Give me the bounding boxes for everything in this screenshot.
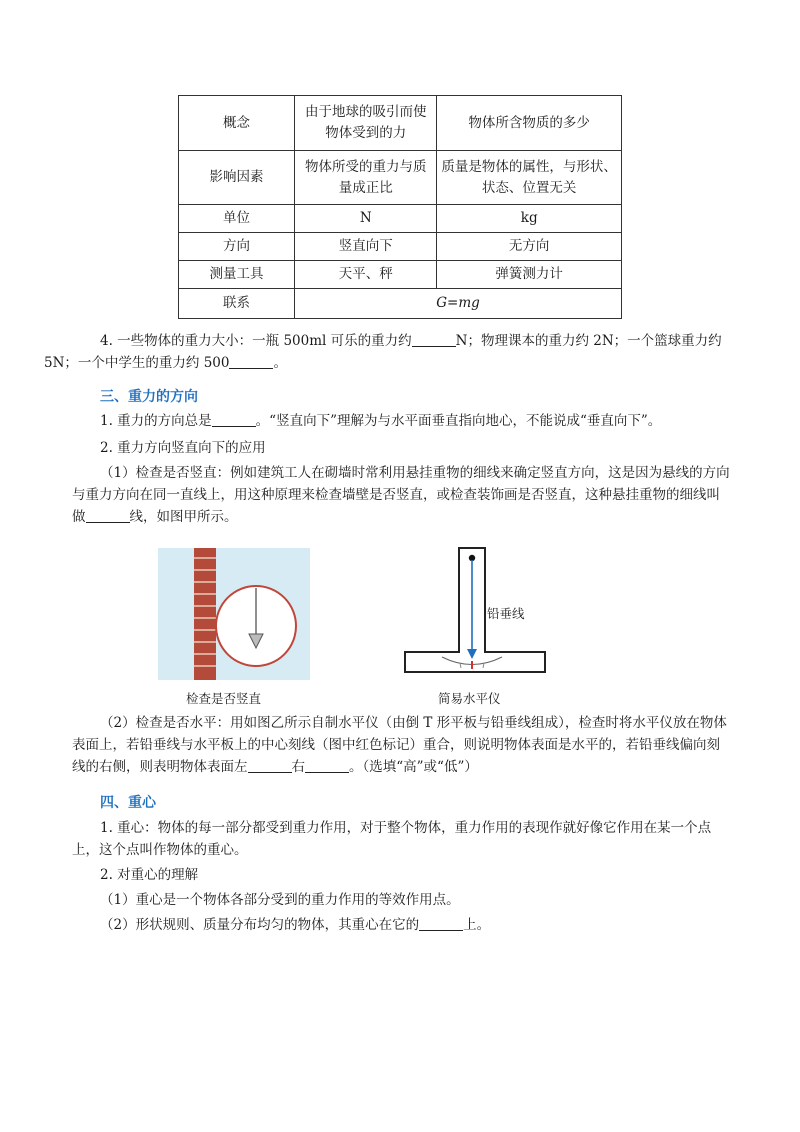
answer-blank: [212, 412, 256, 427]
answer-blank: [86, 508, 130, 523]
text: （1）检查是否竖直：例如建筑工人在砌墙时常利用悬挂重物的细线来确定竖直方向，这是因为悬线的方向与重力方向在同一直线上，用这种原理来检查墙壁是否竖直，或检查装饰画是否竖直，这种悬挂重物的细线叫做: [72, 465, 730, 525]
row-label: 影响因素: [179, 151, 295, 205]
paragraph: （1）重心是一个物体各部分受到的重力作用的等效作用点。: [100, 892, 460, 908]
text: 线，如图甲所示。: [129, 509, 238, 525]
text: （2）检查是否水平：用如图乙所示自制水平仪（由倒 T 形平板与铅垂线组成），检查时将水平仪放在物体表面上，若铅垂线与水平板上的中心刻线（图中红色标记）重合，则说明物体表面是水平的，若铅垂线偏向刻线的右侧，则表明物体表面左: [72, 715, 727, 775]
answer-blank: [305, 758, 349, 773]
mass-cell: 物体所含物质的多少: [437, 96, 622, 151]
paragraph: 2. 重力方向竖直向下的应用: [100, 440, 266, 456]
mass-cell: 弹簧测力计: [437, 261, 622, 289]
item-4-paragraph: [44, 330, 732, 374]
text: 4. 一些物体的重力大小：一瓶 500ml 可乐的重力约: [100, 333, 412, 349]
row-label: 测量工具: [179, 261, 295, 289]
plumb-check-illustration: [158, 548, 310, 680]
gravity-cell: 物体所受的重力与质量成正比: [295, 151, 437, 205]
paragraph: [72, 712, 732, 778]
paragraph: [72, 914, 732, 936]
answer-blank: [229, 354, 273, 369]
mass-cell: 无方向: [437, 233, 622, 261]
text: 。“竖直向下”理解为与水平面垂直指向地心，不能说成“垂直向下”。: [255, 413, 662, 429]
gravity-cell: 由于地球的吸引而使物体受到的力: [295, 96, 437, 151]
answer-blank: [248, 758, 292, 773]
paragraph: [72, 410, 732, 432]
level-instrument-diagram: [400, 545, 550, 681]
answer-blank: [412, 332, 456, 347]
figure-caption: 检查是否竖直: [186, 691, 262, 706]
table-row: [179, 289, 622, 319]
row-label: 联系: [179, 289, 295, 319]
row-label: 概念: [179, 96, 295, 151]
text: （2）形状规则、质量分布均匀的物体，其重心在它的: [100, 917, 420, 933]
mass-cell: kg: [437, 205, 622, 233]
text: 1. 重力的方向总是: [100, 413, 212, 429]
section-heading: 三、重力的方向: [100, 389, 198, 405]
text: 5N；一个中学生的重力约 500: [44, 355, 230, 371]
table-row: [179, 151, 622, 205]
formula-cell: G=mg: [295, 289, 622, 319]
figure-caption: 简易水平仪: [438, 691, 501, 706]
table-row: [179, 261, 622, 289]
text: 右: [291, 759, 305, 775]
text: 上。: [463, 917, 491, 933]
gravity-cell: 竖直向下: [295, 233, 437, 261]
paragraph: 1. 重心：物体的每一部分都受到重力作用，对于整个物体，重力作用的表现作就好像它作用在某一个点上，这个点叫作物体的重心。: [72, 820, 712, 858]
paragraph: [72, 462, 732, 528]
text: 。: [273, 355, 287, 371]
paragraph: 2. 对重心的理解: [100, 867, 199, 883]
table-row: [179, 233, 622, 261]
gravity-cell: 天平、秤: [295, 261, 437, 289]
row-label: 方向: [179, 233, 295, 261]
text: 。（选填“高”或“低”）: [349, 759, 478, 775]
mass-cell: 质量是物体的属性，与形状、状态、位置无关: [437, 151, 622, 205]
table-row: [179, 96, 622, 151]
text: N；物理课本的重力约 2N；一个篮球重力约: [455, 333, 722, 349]
plumb-line-label: 铅垂线: [487, 606, 525, 621]
row-label: 单位: [179, 205, 295, 233]
table-row: [179, 205, 622, 233]
gravity-cell: N: [295, 205, 437, 233]
gravity-mass-comparison-table: [178, 95, 622, 319]
section-heading: 四、重心: [100, 795, 156, 811]
answer-blank: [419, 916, 463, 931]
